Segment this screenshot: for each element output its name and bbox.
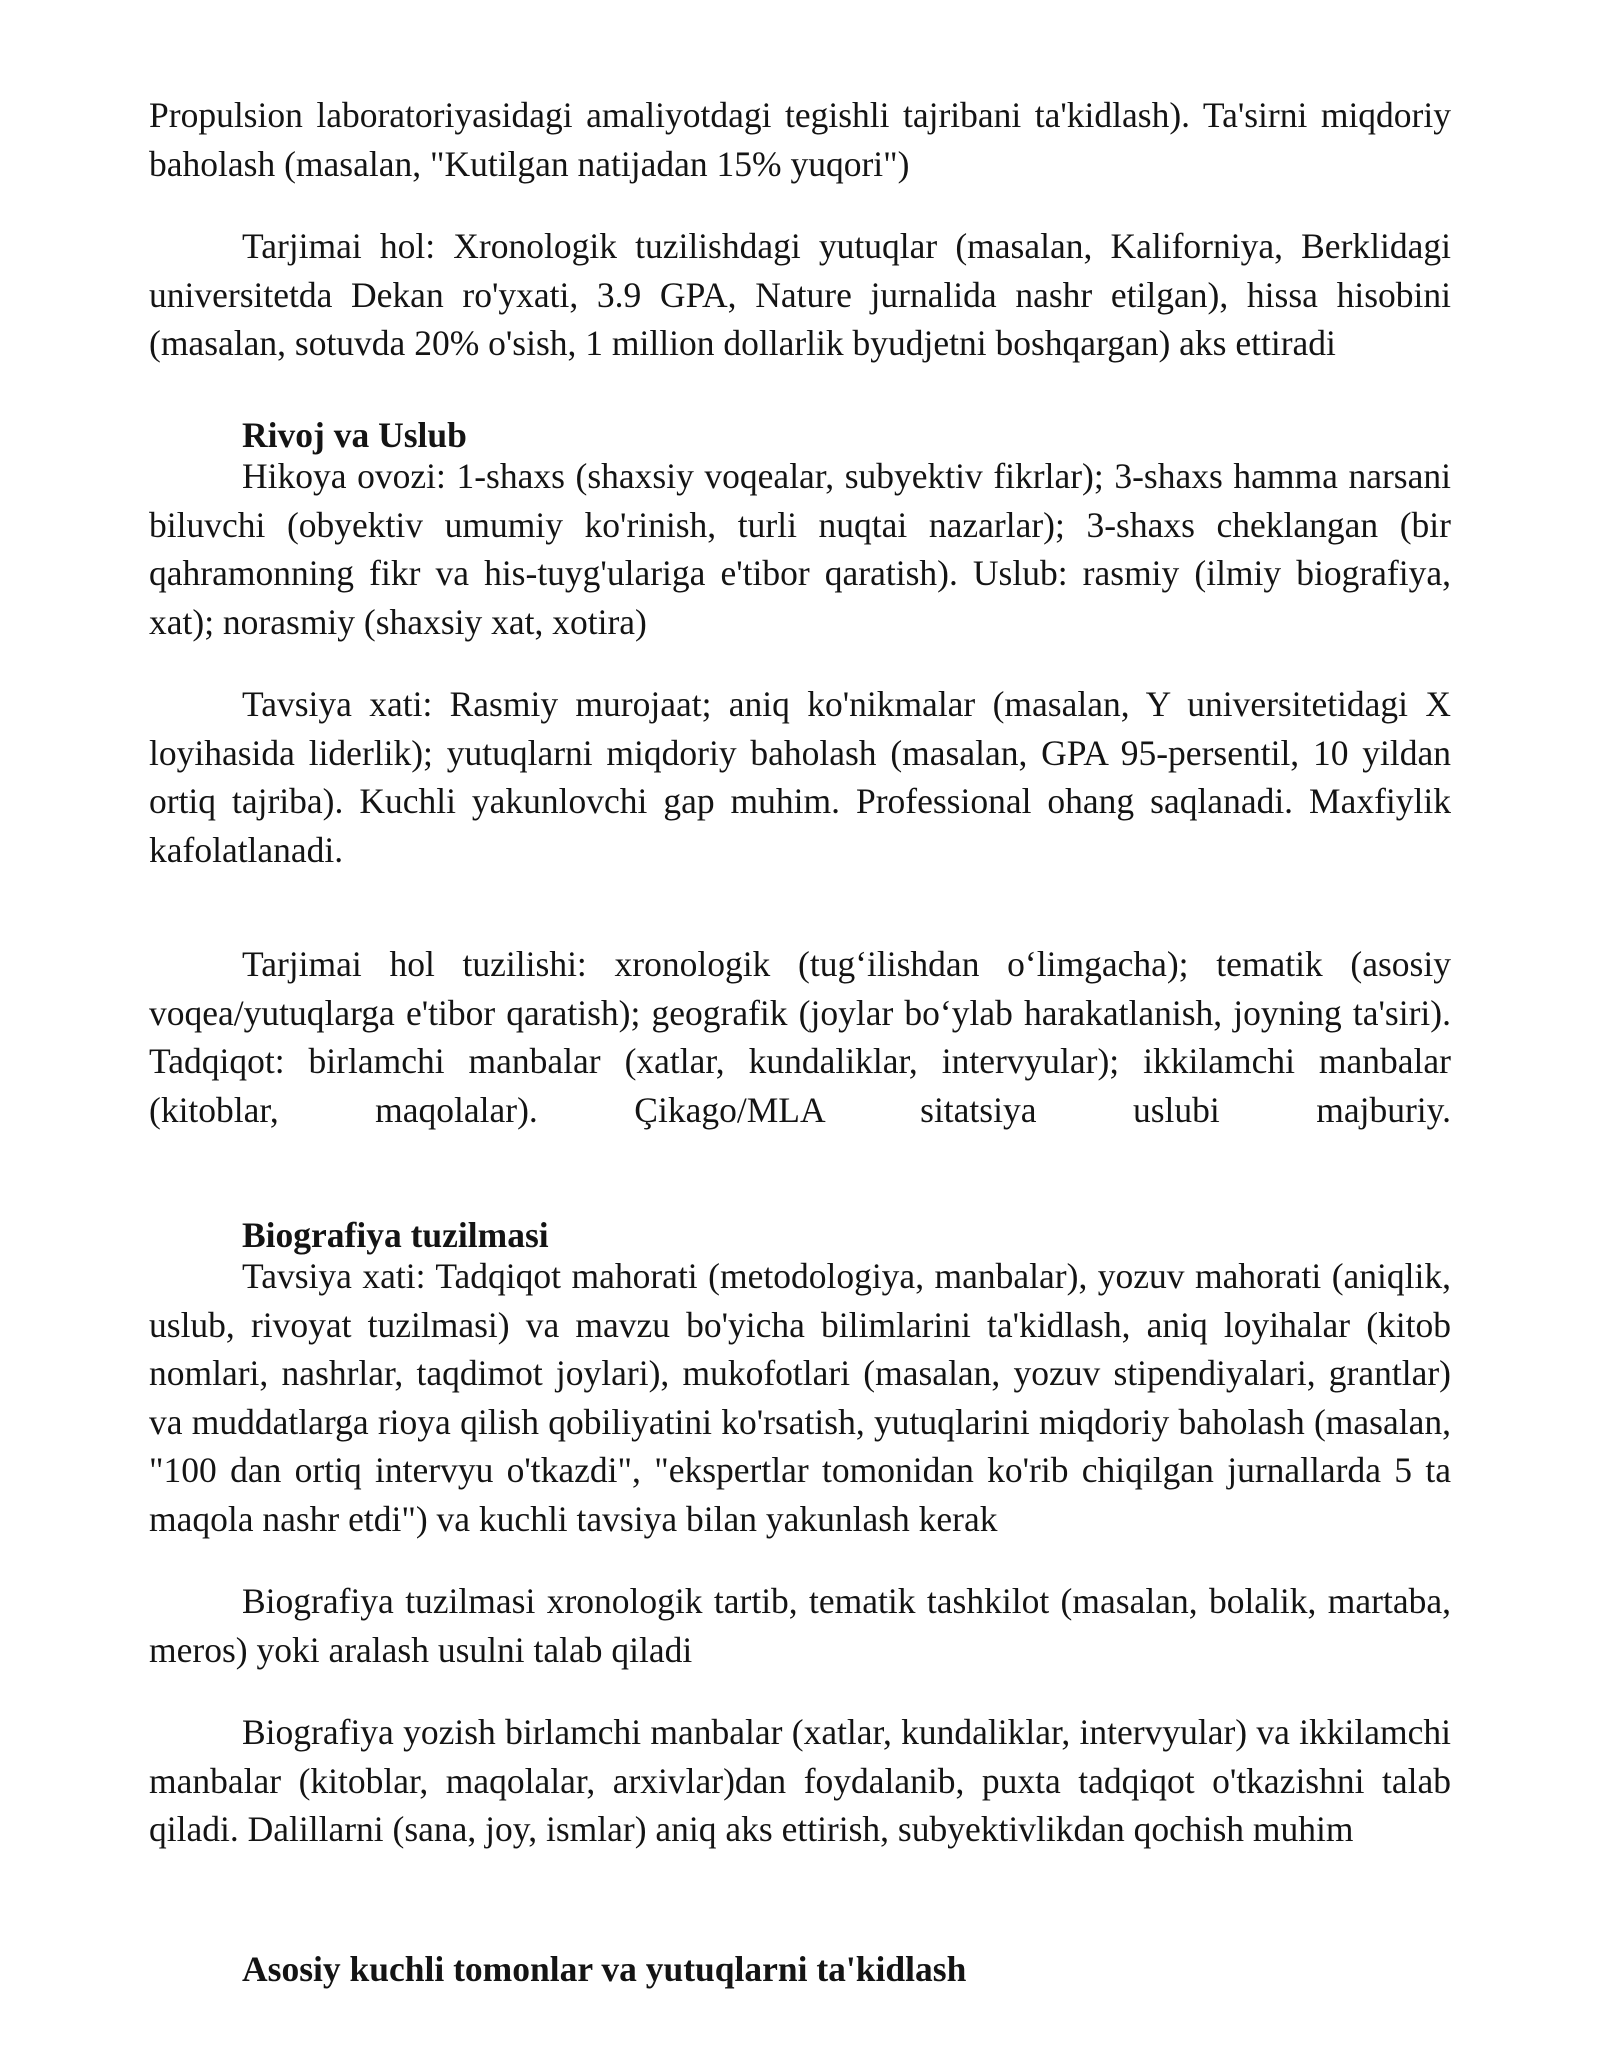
paragraph-biography-structure-research: Tarjimai hol tuzilishi: xronologik (tug‘ilishdan o‘limgacha); tematik (asosiy voqea/yutuqlarga e'tibor qaratish); geografik (joylar bo‘ylab harakatlanish, joyning ta'siri). Tadqiqot: birlamchi manbalar (xatlar, kundaliklar, intervyular); ikkilamchi manbalar (kitoblar, maqolalar). Çikago/MLA sitatsiya uslubi majburiy. — [149, 944, 1451, 1130]
paragraph-propulsion-experience: Propulsion laboratoriyasidagi amaliyotdagi tegishli tajribani ta'kidlash). Ta'sirni miqdoriy baholash (masalan, "Kutilgan natijadan 15% yuqori") — [149, 95, 1451, 184]
paragraph-narrative-voice: Hikoya ovozi: 1-shaxs (shaxsiy voqealar, subyektiv fikrlar); 3-shaxs hamma narsani biluvchi (obyektiv umumiy ko'rinish, turli nuqtai nazarlar); 3-shaxs cheklangan (bir qahramonning fikr va his-tuyg'ulariga e'tibor qaratish). Uslub: rasmiy (ilmiy biografiya, xat); norasmiy (shaxsiy xat, xotira) — [149, 456, 1451, 642]
heading-key-strengths: Asosiy kuchli tomonlar va yutuqlarni ta'kidlash — [242, 1949, 967, 1989]
paragraph-resume-achievements: Tarjimai hol: Xronologik tuzilishdagi yutuqlar (masalan, Kaliforniya, Berklidagi universitetda Dekan ro'yxati, 3.9 GPA, Nature jurnalida nashr etilgan), hissa hisobini (masalan, sotuvda 20% o'sish, 1 million dollarlik byudjetni boshqargan) aks ettiradi — [149, 226, 1451, 363]
heading-rivoj-va-uslub: Rivoj va Uslub — [242, 415, 467, 455]
paragraph-recommendation-research-skills: Tavsiya xati: Tadqiqot mahorati (metodologiya, manbalar), yozuv mahorati (aniqlik, uslub, rivoyat tuzilmasi) va mavzu bo'yicha bilimlarini ta'kidlash, aniq loyihalar (kitob nomlari, nashrlar, taqdimot joylari), mukofotlari (masalan, yozuv stipendiyalari, grantlar) va muddatlarga rioya qilish qobiliyatini ko'rsatish, yutuqlarini miqdoriy baholash (masalan, "100 dan ortiq intervyu o'tkazdi", "ekspertlar tomonidan ko'rib chiqilgan jurnallarda 5 ta maqola nashr etdi") va kuchli tavsiya bilan yakunlash kerak — [149, 1256, 1451, 1539]
paragraph-biography-structure-order: Biografiya tuzilmasi xronologik tartib, tematik tashkilot (masalan, bolalik, martaba, meros) yoki aralash usulni talab qiladi — [149, 1581, 1451, 1670]
heading-biografiya-tuzilmasi: Biografiya tuzilmasi — [242, 1215, 549, 1255]
paragraph-biography-writing-sources: Biografiya yozish birlamchi manbalar (xatlar, kundaliklar, intervyular) va ikkilamchi manbalar (kitoblar, maqolalar, arxivlar)dan foydalanib, puxta tadqiqot o'tkazishni talab qiladi. Dalillarni (sana, joy, ismlar) aniq aks ettirish, subyektivlikdan qochish muhim — [149, 1712, 1451, 1849]
paragraph-recommendation-letter: Tavsiya xati: Rasmiy murojaat; aniq ko'nikmalar (masalan, Y universitetidagi X loyihasida liderlik); yutuqlarni miqdoriy baholash (masalan, GPA 95-persentil, 10 yildan ortiq tajriba). Kuchli yakunlovchi gap muhim. Professional ohang saqlanadi. Maxfiylik kafolatlanadi. — [149, 684, 1451, 870]
